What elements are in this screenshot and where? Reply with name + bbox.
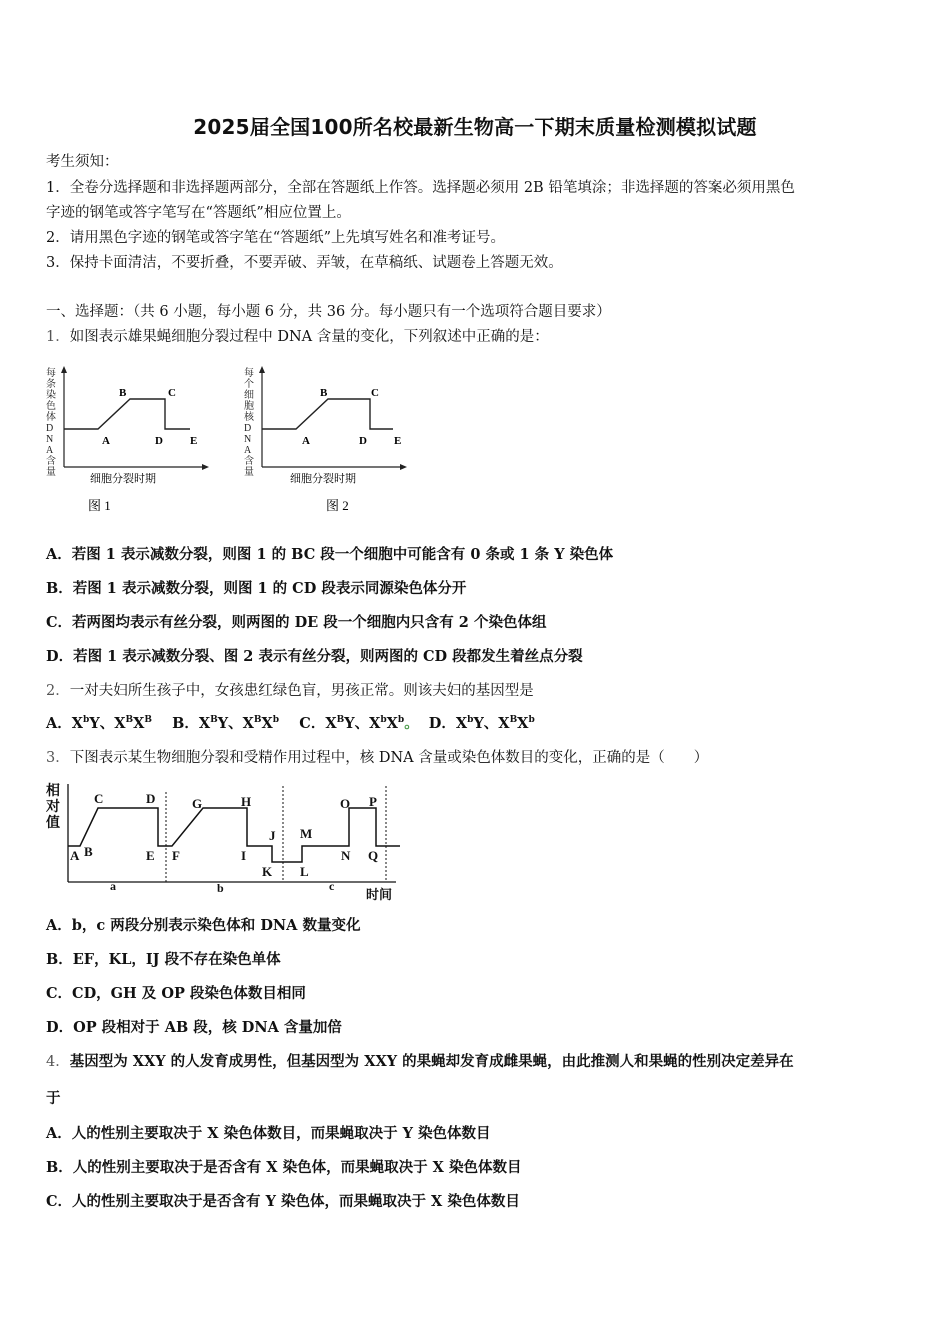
ylabel-char-1: 相: [46, 784, 60, 799]
notice-item-2: 2．请用黑色字迹的钢笔或答字笔在“答题纸”上先填写姓名和准考证号。: [46, 230, 506, 246]
segment-a-label: a: [110, 879, 116, 893]
point-c-label: C: [168, 387, 176, 399]
point-b-label: B: [320, 387, 328, 399]
point-h-label: H: [241, 794, 252, 809]
point-d-label: D: [359, 435, 367, 447]
ylabel-char-2: 对: [46, 800, 60, 815]
q3-option-c: C．CD，GH 及 OP 段染色体数目相同: [46, 985, 306, 1002]
point-a-label: A: [102, 435, 110, 447]
point-a-label: A: [302, 435, 310, 447]
point-m-label: M: [300, 826, 313, 841]
q2-options: [46, 714, 535, 734]
point-f-label: F: [172, 848, 180, 863]
x-axis-label: 时间: [366, 887, 393, 902]
point-q-label: Q: [368, 848, 379, 863]
point-c-label: C: [371, 387, 379, 399]
q2-option-a: A．$X^bY$、$X^BX^B$: [46, 715, 152, 732]
figure-2: [238, 362, 418, 522]
question-3-stem: [46, 748, 708, 768]
notice-item-1-line-1: 1．全卷分选择题和非选择题两部分，全部在答题纸上作答。选择题必须用 2B 铅笔填涂；非选择题的答案必须用黑色: [46, 180, 795, 196]
x-axis-arrow: [400, 464, 407, 470]
figure-caption: 图 2: [326, 498, 349, 513]
q1-option-c: C．若两图均表示有丝分裂，则两图的 DE 段一个细胞内只含有 2 个染色体组: [46, 614, 547, 631]
q2-option-c: C．$X^BY$、$X^bX^b$。: [299, 715, 419, 732]
y-axis-arrow: [259, 366, 265, 373]
q3-option-b: B．EF，KL，IJ 段不存在染色单体: [46, 951, 281, 968]
q1-option-d: D．若图 1 表示减数分裂、图 2 表示有丝分裂，则两图的 CD 段都发生着丝点分裂: [46, 648, 583, 665]
q1-option-a: A．若图 1 表示减数分裂，则图 1 的 BC 段一个细胞中可能含有 0 条或 1 条 Y 染色体: [46, 546, 614, 563]
q4-option-b: B．人的性别主要取决于是否含有 X 染色体，而果蝇取决于 X 染色体数目: [46, 1159, 522, 1176]
point-e-label: E: [190, 435, 198, 447]
x-axis-label: 细胞分裂时期: [290, 473, 356, 485]
q3-option-d: D．OP 段相对于 AB 段，核 DNA 含量加倍: [46, 1019, 342, 1036]
question-number: 3．: [46, 750, 70, 766]
q3-chart: [40, 778, 410, 906]
question-2-stem: [46, 681, 534, 701]
question-text: 基因型为 XXY 的人发育成男性，但基因型为 XXY 的果蝇却发育成雌果蝇，由此推测人和果蝇的性别决定差异在: [69, 1053, 794, 1070]
point-g-label: G: [192, 796, 203, 811]
q4-option-a: A．人的性别主要取决于 X 染色体数目，而果蝇取决于 Y 染色体数目: [46, 1125, 491, 1142]
point-c-label: C: [94, 791, 104, 806]
point-d-label: D: [155, 435, 163, 447]
point-a-label: A: [70, 848, 80, 863]
question-number: 2．: [46, 683, 70, 699]
ylabel-char-3: 值: [46, 816, 60, 831]
q4-option-c: C．人的性别主要取决于是否含有 Y 染色体，而果蝇取决于 X 染色体数目: [46, 1193, 520, 1210]
point-l-label: L: [300, 864, 309, 879]
question-number: 1．: [46, 329, 70, 345]
q3-option-a: A．b，c 两段分别表示染色体和 DNA 数量变化: [46, 917, 361, 934]
question-text: 如图表示雄果蝇细胞分裂过程中 DNA 含量的变化，下列叙述中正确的是：: [69, 329, 549, 345]
point-e-label: E: [146, 848, 155, 863]
segment-b-label: b: [217, 881, 224, 895]
point-d-label: D: [146, 791, 156, 806]
question-text: 一对夫妇所生孩子中，女孩患红绿色盲，男孩正常。则该夫妇的基因型是: [69, 683, 534, 699]
question-number: 4．: [46, 1054, 70, 1070]
segment-c-label: c: [329, 879, 335, 893]
point-p-label: P: [369, 794, 377, 809]
question-text: 下图表示某生物细胞分裂和受精作用过程中，核 DNA 含量或染色体数目的变化，正确的是（ ）: [69, 750, 709, 766]
point-e-label: E: [394, 435, 402, 447]
q2-option-b: B．$X^BY$、$X^BX^b$: [172, 715, 280, 732]
section-heading: 一、选择题：（共 6 小题，每小题 6 分，共 36 分。每小题只有一个选项符合题目要求）: [46, 304, 611, 320]
question-1-stem: [46, 327, 549, 347]
notice-heading: 考生须知：: [46, 154, 119, 170]
q1-option-b: B．若图 1 表示减数分裂，则图 1 的 CD 段表示同源染色体分开: [46, 580, 467, 597]
question-4-stem-line-2: 于: [46, 1090, 61, 1107]
figure-caption: 图 1: [88, 498, 111, 513]
point-b-label: B: [84, 844, 93, 859]
notice-item-1-line-2: 字迹的钢笔或答字笔写在“答题纸”相应位置上。: [46, 205, 351, 221]
point-k-label: K: [262, 864, 273, 879]
figure-1-ylabel: [46, 366, 56, 478]
q2-option-d: D．$X^bY$、$X^BX^b$: [428, 715, 535, 732]
ylabel-text: 每条染色体 D N A 含量: [46, 368, 56, 478]
point-j-label: J: [269, 828, 276, 843]
point-n-label: N: [341, 848, 351, 863]
ylabel-text: 每个细胞核 D N A 含量: [244, 368, 254, 478]
dna-curve: [262, 399, 393, 429]
y-axis-arrow: [61, 366, 67, 373]
page-title: 2025届全国100所名校最新生物高一下期末质量检测模拟试题: [193, 115, 757, 139]
x-axis-arrow: [202, 464, 209, 470]
point-o-label: O: [340, 796, 351, 811]
x-axis-label: 细胞分裂时期: [90, 473, 156, 485]
figure-1: [40, 362, 220, 522]
question-4-stem: [46, 1052, 794, 1072]
point-i-label: I: [241, 848, 247, 863]
dna-curve: [64, 399, 190, 429]
notice-item-3: 3．保持卡面清洁，不要折叠，不要弄破、弄皱，在草稿纸、试题卷上答题无效。: [46, 255, 563, 271]
point-b-label: B: [119, 387, 127, 399]
